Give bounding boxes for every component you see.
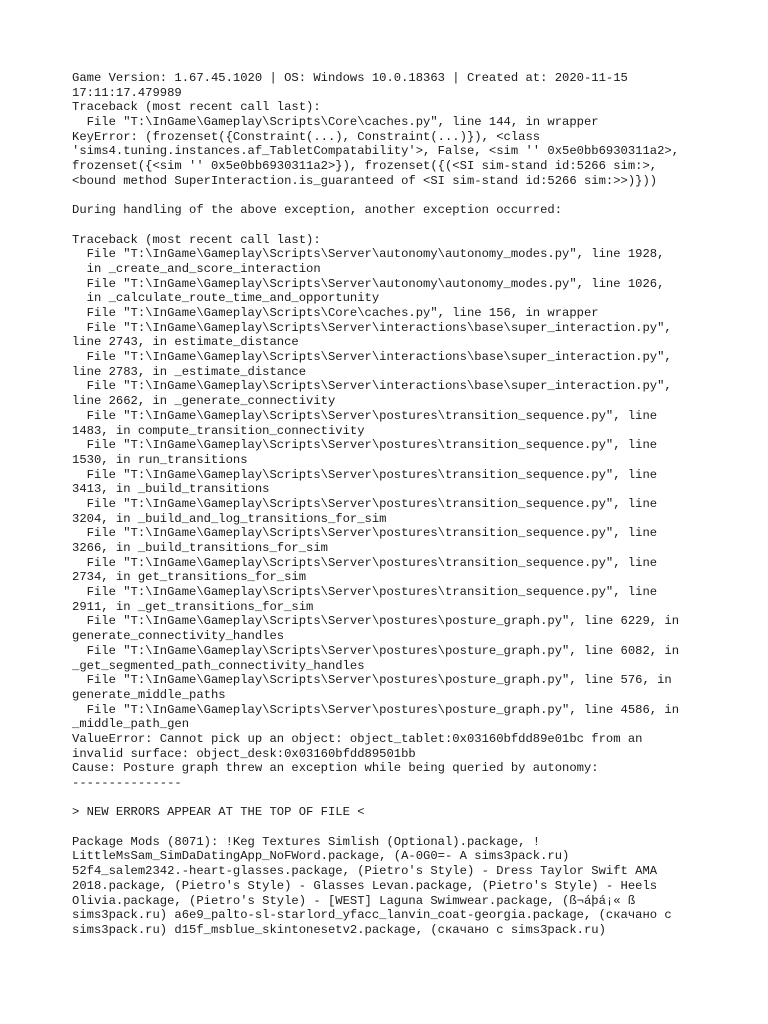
log-line: generate_connectivity_handles	[72, 629, 285, 644]
log-line: 2734, in get_transitions_for_sim	[72, 570, 307, 585]
log-line: sims3pack.ru) d15f_msblue_skintonesetv2.package, (скачано с sims3pack.ru)	[72, 922, 606, 937]
log-line: line 2783, in _estimate_distance	[72, 364, 307, 379]
log-line: File "T:\InGame\Gameplay\Scripts\Server\interactions\base\super_interaction.py",	[72, 379, 672, 394]
log-line: Game Version: 1.67.45.1020 | OS: Windows 10.0.18363 | Created at: 2020-11-15	[72, 71, 628, 85]
log-line: <bound method SuperInteraction.is_guaranteed of <SI sim-stand id:5266 sim:>>)}))	[72, 173, 658, 188]
log-line: 3204, in _build_and_log_transitions_for_sim	[72, 511, 387, 526]
log-line: invalid surface: object_desk:0x03160bfdd89501bb	[72, 746, 416, 761]
log-line: 3413, in _build_transitions	[72, 482, 270, 497]
log-line: ---------------	[72, 776, 182, 790]
log-line: File "T:\InGame\Gameplay\Scripts\Server\postures\posture_graph.py", line 4586, in	[72, 702, 680, 717]
log-line: 'sims4.tuning.instances.af_TabletCompatability'>, False, <sim '' 0x5e0bb6930311a2>,	[72, 144, 680, 159]
log-line: line 2662, in _generate_connectivity	[72, 394, 336, 409]
log-line: 3266, in _build_transitions_for_sim	[72, 541, 328, 555]
log-line: File "T:\InGame\Gameplay\Scripts\Server\postures\transition_sequence.py", line	[72, 408, 658, 423]
log-line: File "T:\InGame\Gameplay\Scripts\Server\postures\transition_sequence.py", line	[72, 526, 658, 541]
log-line: 17:11:17.479989	[72, 85, 182, 100]
log-line: Olivia.package, (Pietro's Style) - [WEST] Laguna Swimwear.package, (ß¬áþá¡« ß	[72, 893, 636, 908]
log-line: _middle_path_gen	[72, 717, 190, 732]
log-line: File "T:\InGame\Gameplay\Scripts\Server\postures\transition_sequence.py", line	[72, 555, 658, 570]
log-line: File "T:\InGame\Gameplay\Scripts\Server\postures\posture_graph.py", line 6082, in	[72, 643, 680, 658]
log-line: KeyError: (frozenset({Constraint(...), Constraint(...)}), <class	[72, 129, 541, 144]
log-line: File "T:\InGame\Gameplay\Scripts\Server\autonomy\autonomy_modes.py", line 1026,	[72, 276, 665, 291]
log-line: Package Mods (8071): !Keg Textures Simlish (Optional).package, !	[72, 834, 541, 849]
log-line: File "T:\InGame\Gameplay\Scripts\Server\postures\transition_sequence.py", line	[72, 438, 658, 453]
log-line: 2018.package, (Pietro's Style) - Glasses Levan.package, (Pietro's Style) - Heels	[72, 878, 658, 893]
log-line: File "T:\InGame\Gameplay\Scripts\Core\caches.py", line 156, in wrapper	[72, 306, 599, 320]
log-line: File "T:\InGame\Gameplay\Scripts\Server\postures\transition_sequence.py", line	[72, 585, 658, 600]
log-line: File "T:\InGame\Gameplay\Scripts\Server\interactions\base\super_interaction.py",	[72, 350, 672, 365]
blank-line	[72, 791, 712, 806]
log-line: frozenset({<sim '' 0x5e0bb6930311a2>}), frozenset({(<SI sim-stand id:5266 sim:>,	[72, 159, 658, 174]
log-line: File "T:\InGame\Gameplay\Scripts\Server\postures\transition_sequence.py", line	[72, 496, 658, 511]
log-line: Traceback (most recent call last):	[72, 100, 321, 115]
log-line: File "T:\InGame\Gameplay\Scripts\Server\postures\posture_graph.py", line 6229, in	[72, 614, 680, 629]
log-line: File "T:\InGame\Gameplay\Scripts\Server\postures\posture_graph.py", line 576, in	[72, 673, 672, 688]
log-line: 1530, in run_transitions	[72, 452, 248, 467]
log-line: > NEW ERRORS APPEAR AT THE TOP OF FILE <	[72, 805, 365, 820]
log-line: 52f4_salem2342.-heart-glasses.package, (Pietro's Style) - Dress Taylor Swift AMA	[72, 864, 658, 879]
log-line: 2911, in _get_transitions_for_sim	[72, 599, 314, 614]
blank-line	[72, 189, 712, 204]
log-line: 1483, in compute_transition_connectivity	[72, 423, 365, 438]
log-line: File "T:\InGame\Gameplay\Scripts\Server\interactions\base\super_interaction.py",	[72, 320, 672, 335]
log-line: Cause: Posture graph threw an exception while being queried by autonomy:	[72, 761, 599, 776]
log-line: sims3pack.ru) a6e9_palto-sl-starlord_yfacc_lanvin_coat-georgia.package, (скачано с	[72, 908, 672, 923]
blank-line	[72, 218, 712, 233]
log-line: in _calculate_route_time_and_opportunity	[72, 291, 380, 306]
log-line: File "T:\InGame\Gameplay\Scripts\Server\autonomy\autonomy_modes.py", line 1928,	[72, 247, 665, 262]
log-line: in _create_and_score_interaction	[72, 261, 321, 276]
log-line: During handling of the above exception, another exception occurred:	[72, 203, 563, 218]
log-line: File "T:\InGame\Gameplay\Scripts\Core\caches.py", line 144, in wrapper	[72, 115, 599, 130]
log-line: _get_segmented_path_connectivity_handles	[72, 658, 365, 673]
log-line: line 2743, in estimate_distance	[72, 335, 299, 350]
log-line: Traceback (most recent call last):	[72, 232, 321, 247]
blank-line	[72, 820, 712, 835]
log-line: ValueError: Cannot pick up an object: object_tablet:0x03160bfdd89e01bc from an	[72, 731, 643, 746]
log-line: File "T:\InGame\Gameplay\Scripts\Server\postures\transition_sequence.py", line	[72, 467, 658, 482]
log-line: generate_middle_paths	[72, 687, 226, 702]
log-line: LittleMsSam_SimDaDatingApp_NoFWord.package, (A-0G0=- A sims3pack.ru)	[72, 849, 570, 864]
error-log-document	[72, 71, 712, 938]
